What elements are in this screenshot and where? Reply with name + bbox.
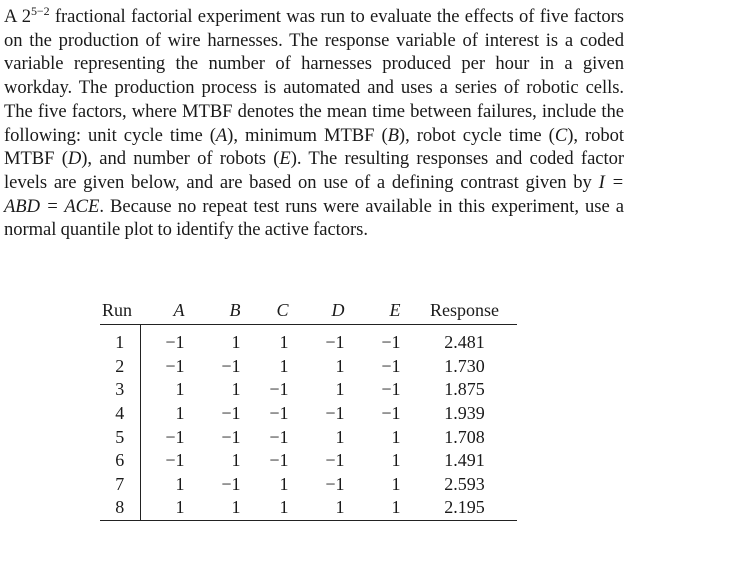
cell-a: 1 (175, 473, 185, 494)
text-body-5: ), and number of robots ( (81, 148, 280, 170)
cell-run: 5 (100, 425, 140, 449)
cell-e: −1 (381, 403, 401, 424)
cell-response: 2.481 (444, 332, 485, 353)
defining-contrast: I = ABD = ACE (4, 171, 624, 217)
cell-d: 1 (335, 497, 345, 518)
cell-response: 1.730 (444, 355, 485, 376)
table-row (100, 449, 517, 473)
cell-b: −1 (221, 426, 241, 447)
cell-b: 1 (231, 497, 241, 518)
design-table (100, 296, 517, 521)
cell-response: 1.939 (444, 403, 485, 424)
cell-b: −1 (221, 403, 241, 424)
factor-symbol-e: E (279, 148, 291, 170)
cell-b: −1 (221, 473, 241, 494)
factor-symbol-c: C (554, 124, 568, 146)
table-row (100, 402, 517, 426)
header-e: E (389, 299, 401, 320)
text-body-3: ), robot cycle time ( (398, 124, 555, 146)
cell-d: 1 (335, 355, 345, 376)
cell-c: 1 (279, 332, 289, 353)
cell-c: 1 (279, 497, 289, 518)
cell-d: 1 (335, 379, 345, 400)
header-d: D (331, 299, 345, 320)
cell-response: 2.195 (444, 497, 485, 518)
cell-a: −1 (165, 450, 185, 471)
cell-run: 7 (100, 473, 140, 497)
cell-response: 1.875 (444, 379, 485, 400)
cell-response: 1.708 (444, 426, 485, 447)
cell-a: −1 (165, 355, 185, 376)
text-body-4: ), robot MTBF ( (4, 124, 624, 170)
cell-d: −1 (325, 473, 345, 494)
cell-a: 1 (175, 497, 185, 518)
cell-e: 1 (391, 473, 401, 494)
table-row (100, 355, 517, 379)
cell-e: −1 (381, 332, 401, 353)
cell-d: −1 (325, 403, 345, 424)
cell-c: −1 (269, 450, 289, 471)
cell-run: 2 (100, 355, 140, 379)
text-body-7: . Because no repeat test runs were available in this experiment, use a normal quantile plot to identify the active factors. (4, 195, 624, 241)
table-row (100, 325, 517, 355)
exp-power: 5−2 (30, 4, 50, 18)
table-row (100, 378, 517, 402)
cell-a: −1 (165, 332, 185, 353)
cell-c: −1 (269, 403, 289, 424)
cell-b: 1 (231, 332, 241, 353)
header-c: C (276, 299, 289, 320)
header-response: Response (430, 299, 499, 320)
cell-b: 1 (231, 450, 241, 471)
cell-response: 1.491 (444, 450, 485, 471)
cell-a: 1 (175, 403, 185, 424)
header-a: A (173, 299, 185, 320)
cell-run: 6 (100, 449, 140, 473)
cell-run: 4 (100, 402, 140, 426)
cell-d: −1 (325, 450, 345, 471)
cell-e: −1 (381, 355, 401, 376)
text-intro: A (4, 6, 22, 27)
header-b: B (229, 299, 241, 320)
text-body-6: ). The resulting responses and coded factor levels are given below, and are based on use of a defining contrast given by (4, 148, 624, 193)
cell-e: 1 (391, 426, 401, 447)
cell-response: 2.593 (444, 473, 485, 494)
table-header-row (100, 296, 517, 325)
problem-statement (4, 5, 624, 242)
table-row (100, 496, 517, 520)
cell-d: 1 (335, 426, 345, 447)
cell-c: 1 (279, 355, 289, 376)
cell-a: −1 (165, 426, 185, 447)
factor-symbol-d: D (67, 148, 82, 170)
cell-run: 1 (100, 325, 140, 355)
cell-run: 3 (100, 378, 140, 402)
factor-symbol-a: A (215, 124, 228, 146)
cell-d: −1 (325, 332, 345, 353)
cell-e: 1 (391, 450, 401, 471)
exp-base: 2 (21, 6, 31, 27)
table-row (100, 425, 517, 449)
cell-c: 1 (279, 473, 289, 494)
factor-symbol-b: B (387, 124, 399, 146)
cell-c: −1 (269, 379, 289, 400)
text-body-1: fractional factorial experiment was run to evaluate the effects of five factors on the production of wire harnesses. The response variable of interest is a coded variable representing the number of harnesses produced per hour in a given workday. The production process is automated and uses a series of robotic cells. The five factors, where MTBF denotes the mean time between failures, include the following: unit cycle time ( (4, 6, 624, 146)
text-body-2: ), minimum MTBF ( (227, 124, 388, 146)
cell-a: 1 (175, 379, 185, 400)
cell-e: −1 (381, 379, 401, 400)
header-run: Run (102, 299, 133, 320)
cell-c: −1 (269, 426, 289, 447)
cell-b: 1 (231, 379, 241, 400)
table-row (100, 473, 517, 497)
design-notation (22, 6, 50, 27)
cell-b: −1 (221, 355, 241, 376)
table-body (100, 325, 517, 521)
cell-run: 8 (100, 496, 140, 520)
cell-e: 1 (391, 497, 401, 518)
